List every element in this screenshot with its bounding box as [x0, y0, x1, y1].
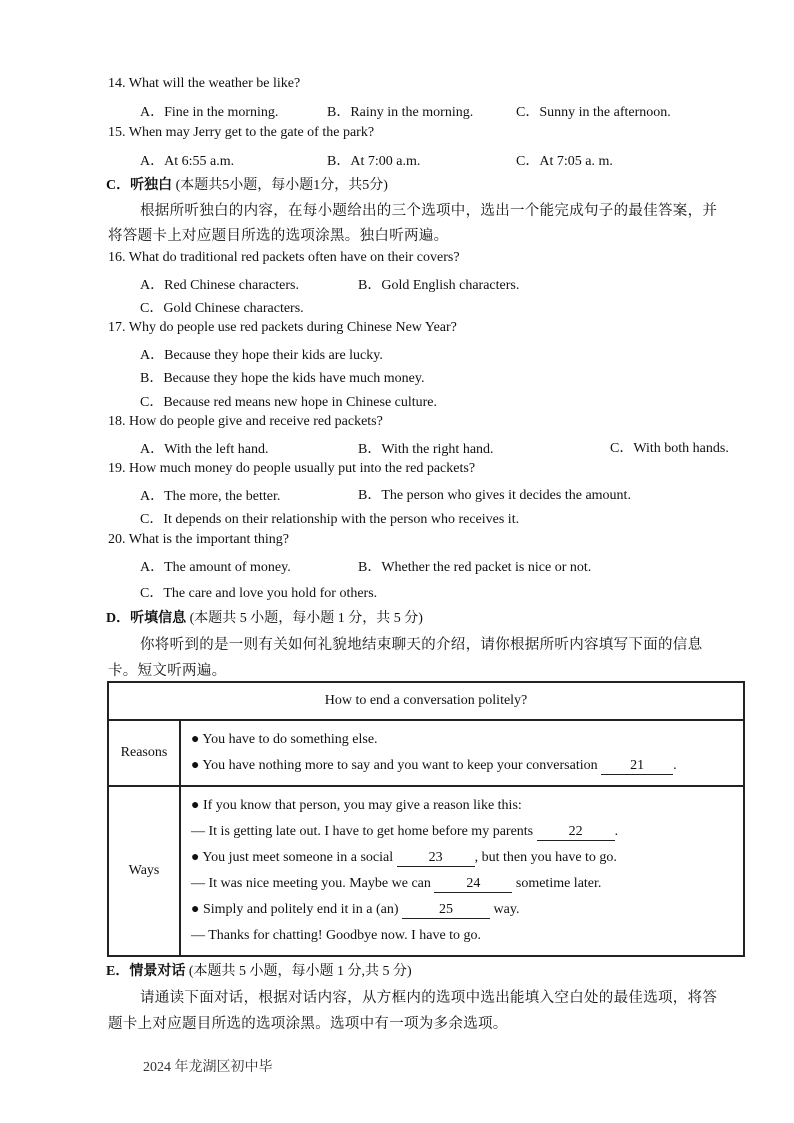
question-text: What is the important thing? [128, 532, 289, 547]
reasons-label: Reasons [108, 720, 180, 786]
option-19-b: B．The person who gives it decides the amount. [358, 488, 631, 503]
option-18-a: A．With the left hand. [140, 442, 269, 457]
option-15-b: B．At 7:00 a.m. [327, 154, 421, 169]
question-text: What do traditional red packets often have on their covers? [128, 250, 460, 265]
question-number: 16. [108, 250, 126, 265]
section-d-instruction: 你将听到的是一则有关如何礼貌地结束聊天的介绍，请你根据所听内容填写下面的信息 [140, 637, 703, 653]
question-text: Why do people use red packets during Chinese New Year? [128, 320, 457, 335]
question-number: 15. [108, 125, 126, 140]
question-14 [108, 76, 300, 92]
question-16 [108, 250, 460, 266]
question-number: 20. [108, 532, 126, 547]
question-number: 19. [108, 461, 126, 476]
reasons-cell [180, 720, 744, 786]
option-18-b: B．With the right hand. [358, 442, 494, 457]
question-text: When may Jerry get to the gate of the park? [128, 125, 375, 140]
question-text: What will the weather be like? [128, 76, 301, 91]
way-line-4: — It was nice meeting you. Maybe we can 24 sometime later. [191, 876, 602, 891]
question-number: 14. [108, 76, 126, 91]
question-20 [108, 532, 289, 548]
option-15-c: C．At 7:05 a. m. [516, 154, 613, 169]
reason-line-2: ● You have nothing more to say and you want to keep your conversation 21 . [191, 758, 677, 773]
option-14-a: A．Fine in the morning. [140, 105, 279, 120]
section-d-heading: D．听填信息 (本题共 5 小题，每小题 1 分，共 5 分) [106, 611, 423, 626]
way-line-6: — Thanks for chatting! Goodbye now. I have to go. [191, 928, 482, 943]
option-20-b: B．Whether the red packet is nice or not. [358, 560, 592, 575]
option-14-b: B．Rainy in the morning. [327, 105, 474, 120]
table-caption: How to end a conversation politely? [108, 682, 744, 720]
option-16-c: C．Gold Chinese characters. [140, 301, 304, 316]
question-15 [108, 125, 374, 141]
question-text: How do people give and receive red packets? [129, 414, 383, 429]
section-c-heading: C．听独白 (本题共5小题，每小题1分，共5分) [106, 178, 388, 193]
option-19-c: C．It depends on their relationship with the person who receives it. [140, 512, 520, 527]
option-17-a: A．Because they hope their kids are lucky. [140, 348, 383, 363]
way-line-1: ● If you know that person, you may give a reason like this: [191, 798, 522, 813]
info-card-table [107, 681, 745, 957]
blank-24[interactable]: 24 [434, 876, 512, 893]
way-line-3: ● You just meet someone in a social 23 , but then you have to go. [191, 850, 617, 865]
blank-22[interactable]: 22 [537, 824, 615, 841]
ways-label: Ways [108, 786, 180, 956]
option-17-c: C．Because red means new hope in Chinese culture. [140, 395, 438, 410]
section-e-instruction: 请通读下面对话，根据对话内容，从方框内的选项中选出能填入空白处的最佳选项，将答 [140, 990, 718, 1006]
section-c-instruction: 根据所听独白的内容，在每小题给出的三个选项中，选出一个能完成句子的最佳答案，并 [140, 203, 718, 219]
option-15-a: A．At 6:55 a.m. [140, 154, 235, 169]
question-18 [108, 414, 383, 430]
way-line-2: — It is getting late out. I have to get home before my parents 22 . [191, 824, 619, 839]
question-number: 17. [108, 320, 126, 335]
option-16-b: B．Gold English characters. [358, 278, 520, 293]
option-17-b: B．Because they hope the kids have much money. [140, 371, 425, 386]
section-d-instruction-cont: 卡。短文听两遍。 [108, 663, 227, 679]
question-17 [108, 320, 457, 336]
section-e-heading: E．情景对话 (本题共 5 小题，每小题 1 分,共 5 分) [106, 964, 412, 979]
blank-23[interactable]: 23 [397, 850, 475, 867]
section-e-instruction-cont: 题卡上对应题目所选的选项涂黑。选项中有一项为多余选项。 [108, 1016, 508, 1032]
option-19-a: A．The more, the better. [140, 489, 281, 504]
option-20-c: C．The care and love you hold for others. [140, 586, 378, 601]
question-text: How much money do people usually put into the red packets? [129, 461, 476, 476]
blank-25[interactable]: 25 [402, 902, 490, 919]
option-14-c: C．Sunny in the afternoon. [516, 105, 671, 120]
reason-line-1: ● You have to do something else. [191, 732, 378, 747]
blank-21[interactable]: 21 [601, 758, 673, 775]
question-number: 18. [108, 414, 126, 429]
question-19 [108, 461, 475, 477]
option-16-a: A．Red Chinese characters. [140, 278, 299, 293]
option-18-c: C．With both hands. [610, 441, 729, 456]
way-line-5: ● Simply and politely end it in a (an) 25 way. [191, 902, 520, 917]
option-20-a: A．The amount of money. [140, 560, 291, 575]
section-c-instruction-cont: 将答题卡上对应题目所选的选项涂黑。独白听两遍。 [108, 228, 449, 244]
page-footer: 2024 年龙湖区初中毕 [143, 1060, 273, 1075]
ways-cell [180, 786, 744, 956]
